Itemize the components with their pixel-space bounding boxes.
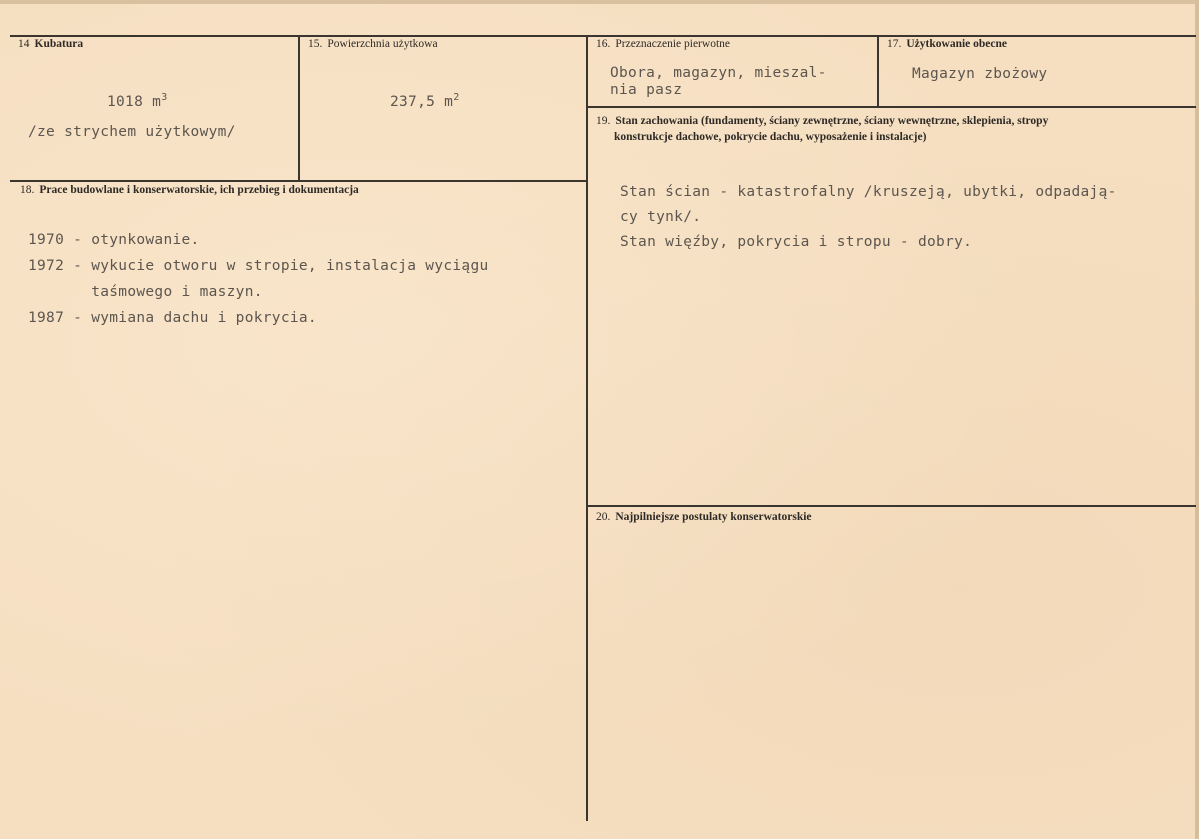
field-19-number: 19.: [596, 115, 611, 127]
main-divider: [586, 35, 588, 821]
divider-14-15: [298, 35, 300, 180]
top-border-line: [10, 35, 1196, 37]
field-15-label: [308, 38, 438, 50]
field-19-line: Stan ścian - katastrofalny /kruszeją, ubytki, odpadają-: [620, 184, 1117, 200]
field-19-line: cy tynk/.: [620, 209, 702, 225]
field-18-entry: 1972 - wykucie otworu w stropie, instalacja wyciągu: [28, 258, 489, 274]
field-19-title-1: Stan zachowania (fundamenty, ściany zewnętrzne, ściany wewnętrzne, sklepienia, stropy: [615, 115, 1049, 127]
field-18-entry: 1987 - wymiana dachu i pokrycia.: [28, 310, 317, 326]
field-19-label-line-2: konstrukcje dachowe, pokrycie dachu, wyposażenie i instalacje): [614, 131, 927, 143]
line-above-20: [586, 505, 1196, 507]
field-18-label: [20, 184, 359, 196]
field-16-number: 16.: [596, 38, 611, 50]
field-17-number: 17.: [887, 38, 902, 50]
field-16-line-2: nia pasz: [610, 82, 683, 98]
field-20-number: 20.: [596, 511, 611, 523]
field-19-label-line-1: [596, 115, 1048, 127]
field-18-entry: 1970 - otynkowanie.: [28, 232, 200, 248]
divider-16-17: [877, 35, 879, 106]
field-14-value: [107, 94, 168, 110]
field-18-title: Prace budowlane i konserwatorskie, ich przebieg i dokumentacja: [39, 184, 359, 196]
field-14-note: /ze strychem użytkowym/: [28, 124, 236, 140]
kubatura-value: 1018 m: [107, 94, 162, 110]
field-14-number: 14: [18, 38, 30, 50]
field-17-value: Magazyn zbożowy: [912, 66, 1048, 82]
card-top-edge: [0, 0, 1199, 4]
field-16-label: [596, 38, 730, 50]
powierzchnia-value: 237,5 m: [390, 94, 454, 110]
field-18-number: 18.: [20, 184, 35, 196]
field-20-title: Najpilniejsze postulaty konserwatorskie: [615, 511, 812, 523]
field-14-title: Kubatura: [34, 38, 84, 50]
field-17-label: [887, 38, 1007, 50]
field-16-line-1: Obora, magazyn, mieszal-: [610, 65, 827, 81]
field-14-label: [18, 38, 83, 50]
field-19-line: Stan więźby, pokrycia i stropu - dobry.: [620, 234, 973, 250]
field-20-label: [596, 511, 812, 523]
field-15-title: Powierzchnia użytkowa: [327, 38, 438, 50]
card-right-edge: [1195, 0, 1199, 839]
kubatura-unit-exponent: 3: [161, 92, 168, 104]
line-under-16-17: [586, 106, 1196, 108]
line-under-14-15: [10, 180, 586, 182]
powierzchnia-unit-exponent: 2: [453, 92, 460, 104]
field-17-title: Użytkowanie obecne: [906, 38, 1007, 50]
field-18-entry: taśmowego i maszyn.: [28, 284, 263, 300]
field-15-value: [390, 94, 460, 110]
field-16-title: Przeznaczenie pierwotne: [615, 38, 730, 50]
field-15-number: 15.: [308, 38, 323, 50]
